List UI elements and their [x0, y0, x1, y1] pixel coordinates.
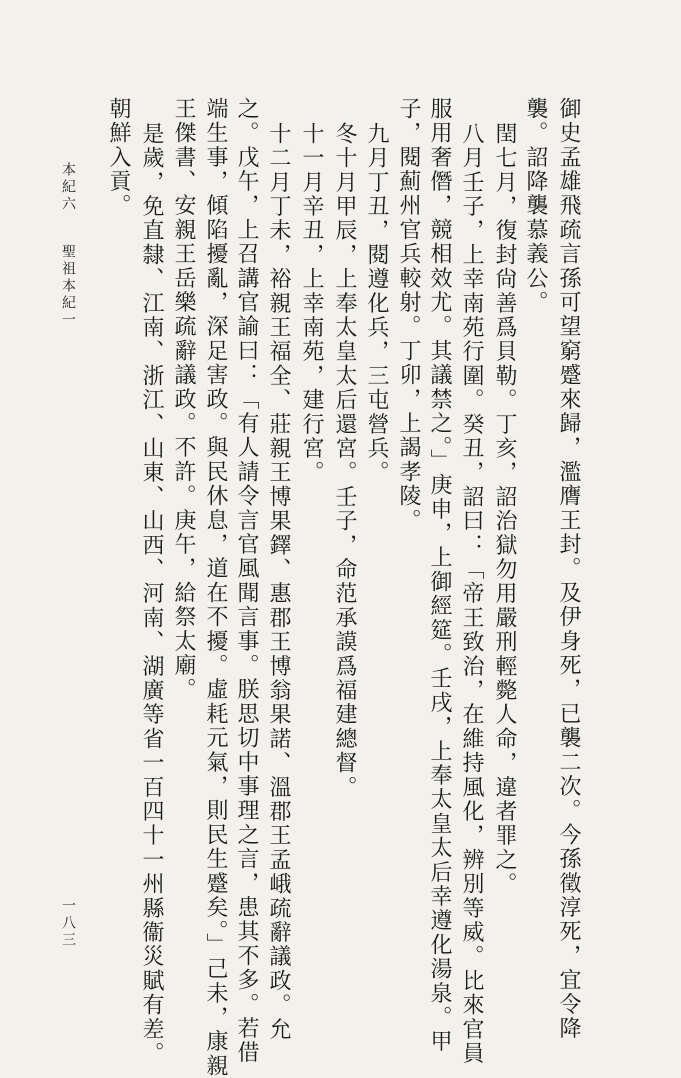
text-column-9: 十一月辛丑，上幸南苑，建行宮。: [299, 122, 324, 485]
text-column-7: 九月丁丑，閱遵化兵，三屯營兵。: [364, 122, 389, 485]
text-column-15: 朝鮮入貢。: [106, 97, 131, 218]
text-column-12: 端生事，傾陷擾亂，深足害政。與民休息，道在不擾。虛耗元氣，則民生蹙矣。」己未，康親: [203, 97, 228, 1078]
text-column-8: 冬十月甲辰，上奉太皇太后還宮。壬子，命范承謨爲福建總督。: [332, 122, 357, 800]
text-column-1: 御史孟雄飛疏言孫可望窮蹙來歸，濫膺王封。及伊身死，已襲二次。今孫徵淳死，宜令降: [556, 97, 581, 1041]
text-column-3: 閏七月，復封尙善爲貝勒。丁亥，詔治獄勿用嚴刑輕斃人命，違者罪之。: [492, 122, 517, 897]
text-column-13: 王傑書、安親王岳樂疏辭議政。不許。庚午，給祭太廟。: [171, 97, 196, 702]
text-column-14: 是歲，免直隸、江南、浙江、山東、山西、河南、湖廣等省一百四十一州縣衞災賦有差。: [139, 122, 164, 1066]
page-number: 一八三: [60, 898, 76, 949]
footer-title: 聖祖本紀一: [60, 244, 76, 329]
text-column-10: 十二月丁未，裕親王福全、莊親王博果鐸、惠郡王博翁果諾、溫郡王孟峨疏辭議政。允: [266, 122, 291, 1042]
text-column-6: 子，閱薊州官兵較射。丁卯，上謁孝陵。: [396, 97, 421, 533]
text-column-11: 之。戊午，上召講官諭曰：「有人請令言官風聞言事。朕思切中事理之言，患其不多。若借: [234, 97, 259, 1065]
footer-section: 本紀六: [60, 162, 76, 213]
text-column-5: 服用奢僭，競相效尤。其議禁之。」庚申，上御經筵。壬戌，上奉太皇太后幸遵化湯泉。甲: [427, 97, 452, 1054]
text-column-4: 八月壬子，上幸南苑行圍。癸丑，詔曰：「帝王致治，在維持風化，辨別等威。比來官員: [459, 122, 484, 1066]
text-column-2: 襲。詔降襲慕義公。: [523, 97, 548, 315]
